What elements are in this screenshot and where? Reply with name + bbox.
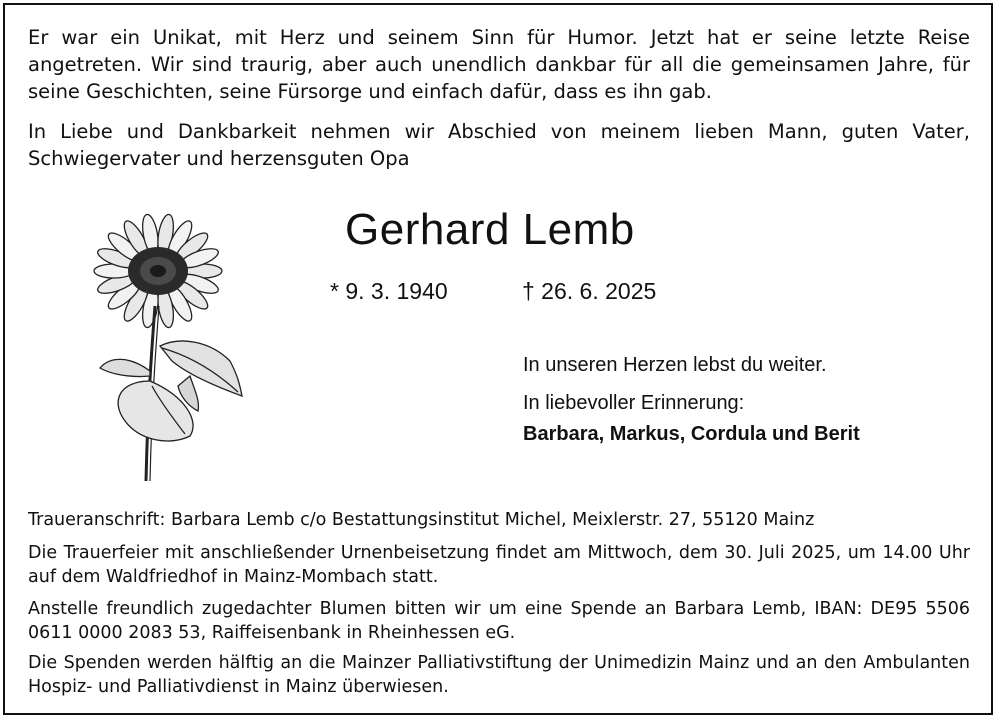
- funeral-info: Die Trauerfeier mit anschließender Urnenbeisetzung findet am Mittwoch, dem 30. Juli 2025, um 14.00 Uhr auf dem Waldfriedhof in Mainz-Mombach statt.: [28, 543, 970, 587]
- verse-line-1: In unseren Herzen lebst du weiter.: [523, 354, 827, 376]
- sunflower-icon: [80, 196, 260, 486]
- birth-date: * 9. 3. 1940: [330, 278, 448, 304]
- intro-paragraph-1: Er war ein Unikat, mit Herz und seinem Sinn für Humor. Jetzt hat er seine letzte Reise angetreten. Wir sind traurig, aber auch unendlich dankbar für all die gemeinsamen Jahre, für seine Geschichten, seine Fürsorge und einfach dafür, dass es ihn gab.: [28, 26, 970, 103]
- donation-distribution: Die Spenden werden hälftig an die Mainzer Palliativstiftung der Unimedizin Mainz und an den Ambulanten Hospiz- und Palliativdienst in Mainz überwiesen.: [28, 653, 970, 697]
- mourning-address: Traueranschrift: Barbara Lemb c/o Bestattungsinstitut Michel, Meixlerstr. 27, 55120 Mainz: [28, 510, 815, 530]
- verse-line-2: In liebevoller Erinnerung:: [523, 392, 745, 414]
- deceased-name: Gerhard Lemb: [345, 205, 635, 254]
- mourners-names: Barbara, Markus, Cordula und Berit: [523, 423, 860, 445]
- donation-info: Anstelle freundlich zugedachter Blumen bitten wir um eine Spende an Barbara Lemb, IBAN: DE95 5506 0611 0000 2083 53, Raiffeisenbank in Rheinhessen eG.: [28, 599, 970, 643]
- intro-paragraph-2: In Liebe und Dankbarkeit nehmen wir Abschied von meinem lieben Mann, guten Vater, Schwiegervater und herzensguten Opa: [28, 120, 970, 170]
- death-date: † 26. 6. 2025: [522, 278, 657, 304]
